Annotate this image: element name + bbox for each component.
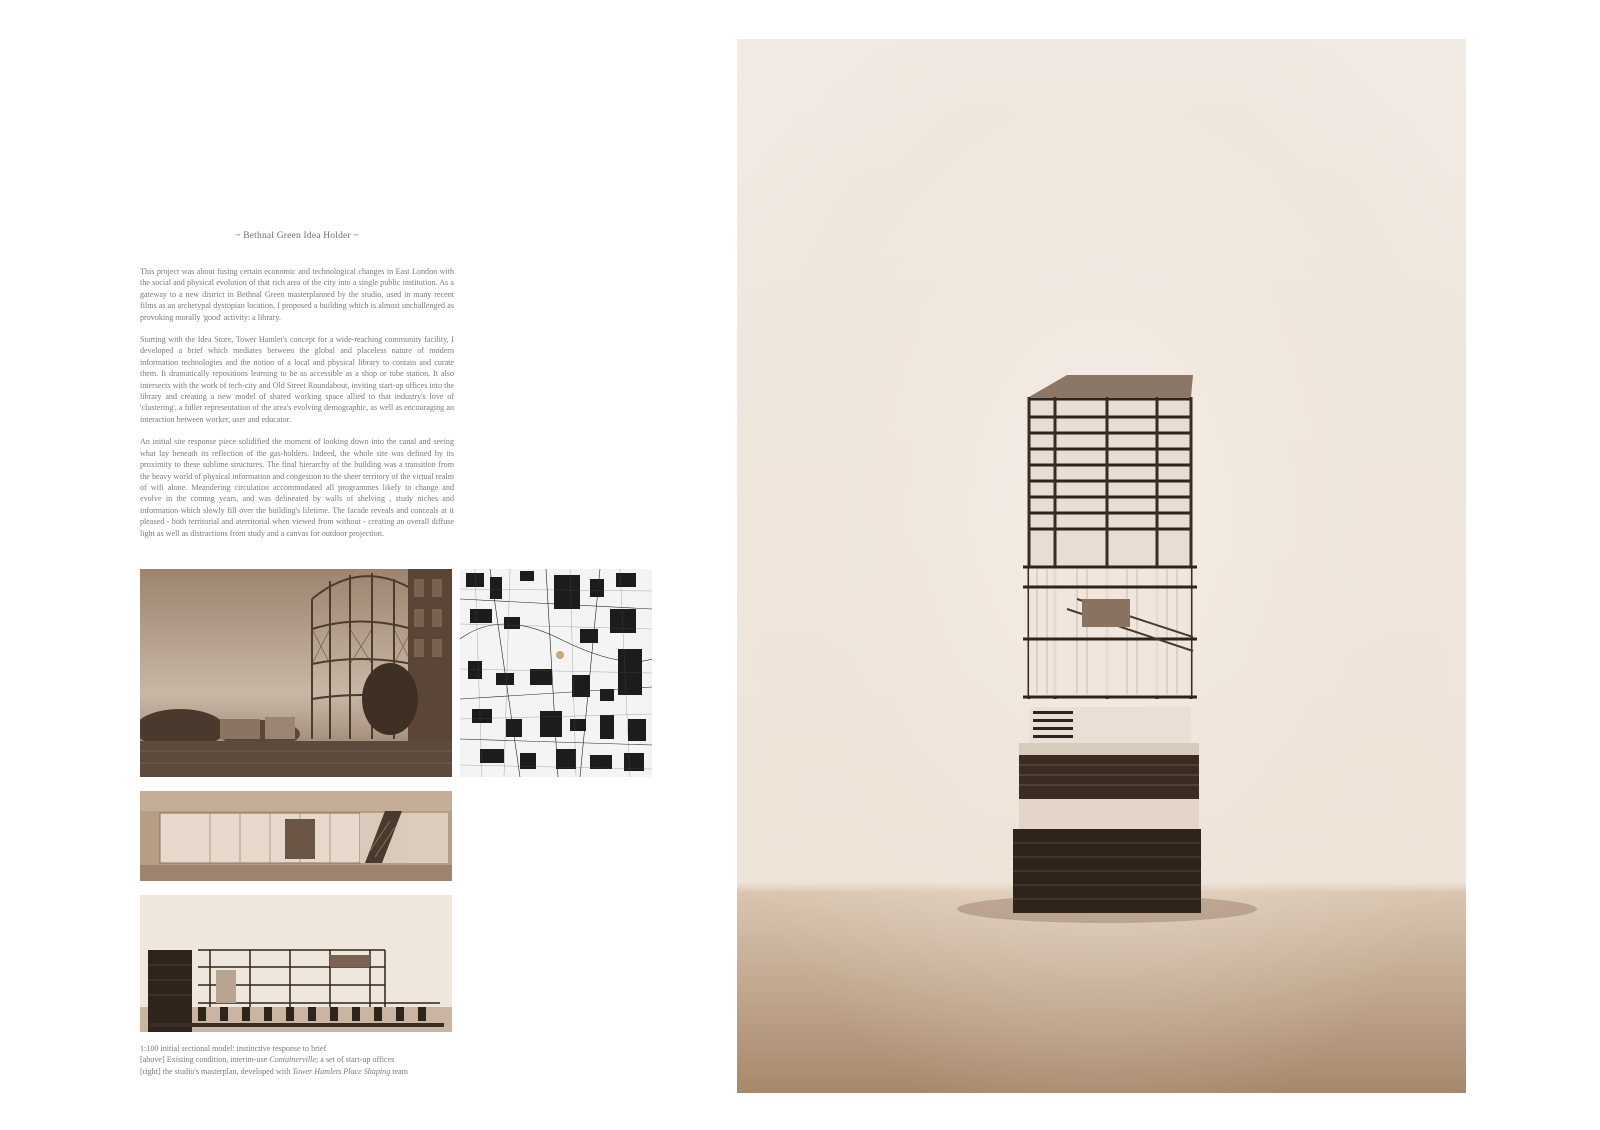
sectional-model-photo [140, 895, 452, 1032]
paragraph-brief: Starting with the Idea Store, Tower Hamlet's concept for a wide-reaching community facility, I developed a brief which mediates between the global and placeless nature of modern information technologies and the notion of a local and physical library to contain and curate them. It dramatically repositions learning to be as accessible as a shop or tube station. It also intersects with the work of tech-city and Old Street Roundabout, inviting start-up offices into the library and creating a new model of shared working space allied to that industry's love of 'clustering', a fuller representation of the area's evolving demographic, as well as encouraging an interaction between worker, user and educator. [140, 335, 454, 424]
caption-right-prefix: [right] the studio's masterplan, developed with [140, 1066, 293, 1076]
masterplan-map [460, 569, 652, 777]
paragraph-site: An initial site response piece solidified the moment of looking down into the canal and seeing what lay beneath its reflection of the gas-holders. Indeed, the whole site was defined by its proximity to these sublime structures. The final hierarchy of the building was a transition from the heavy world of physical information and congestion to the sheer territory of the virtual realm of wifi alone. Meandering circulation accommodated all programmes likely to change and evolve in the coming years, and was delineated by walls of shelving , study niches and information which slowly fill over the building's lifetime. The facade reveals and conceals at it pleased - both territorial and aterritorial when viewed from without - creating an overall diffuse light as well as distractions from study and a canvas for outdoor projection. [140, 437, 454, 538]
caption-above-suffix: ; a set of start-up offices [316, 1055, 395, 1065]
caption-line-1 [140, 1043, 470, 1054]
caption-above-italic: Containerville [269, 1055, 317, 1065]
caption-right-italic: Tower Hamlets Place Shaping [292, 1066, 391, 1076]
body-text [140, 266, 454, 550]
caption-right-suffix: team [390, 1066, 409, 1076]
caption-line-2 [140, 1054, 470, 1065]
figure-captions [140, 1043, 470, 1077]
tower-model-photo [737, 39, 1466, 1093]
paragraph-intro: This project was about fusing certain economic and technological changes in East London with the social and physical evolution of that rich area of the city into a single public institution. As a gateway to a new district in Bethnal Green masterplanned by the studio, used in many recent films as an archetypal dystopian location, I proposed a building which is almost unchallenged as provoking morally 'good' activity: a library. [140, 267, 454, 322]
caption-above-prefix: [above] Existing condition, interim-use [140, 1055, 270, 1065]
containerville-photo [140, 791, 452, 881]
page-title: ~ Bethnal Green Idea Holder ~ [235, 231, 359, 241]
caption-line-3 [140, 1066, 470, 1077]
gasholder-canal-photo [140, 569, 452, 777]
caption-model: 1:100 initial sectional model: instinctive response to brief [140, 1044, 327, 1053]
